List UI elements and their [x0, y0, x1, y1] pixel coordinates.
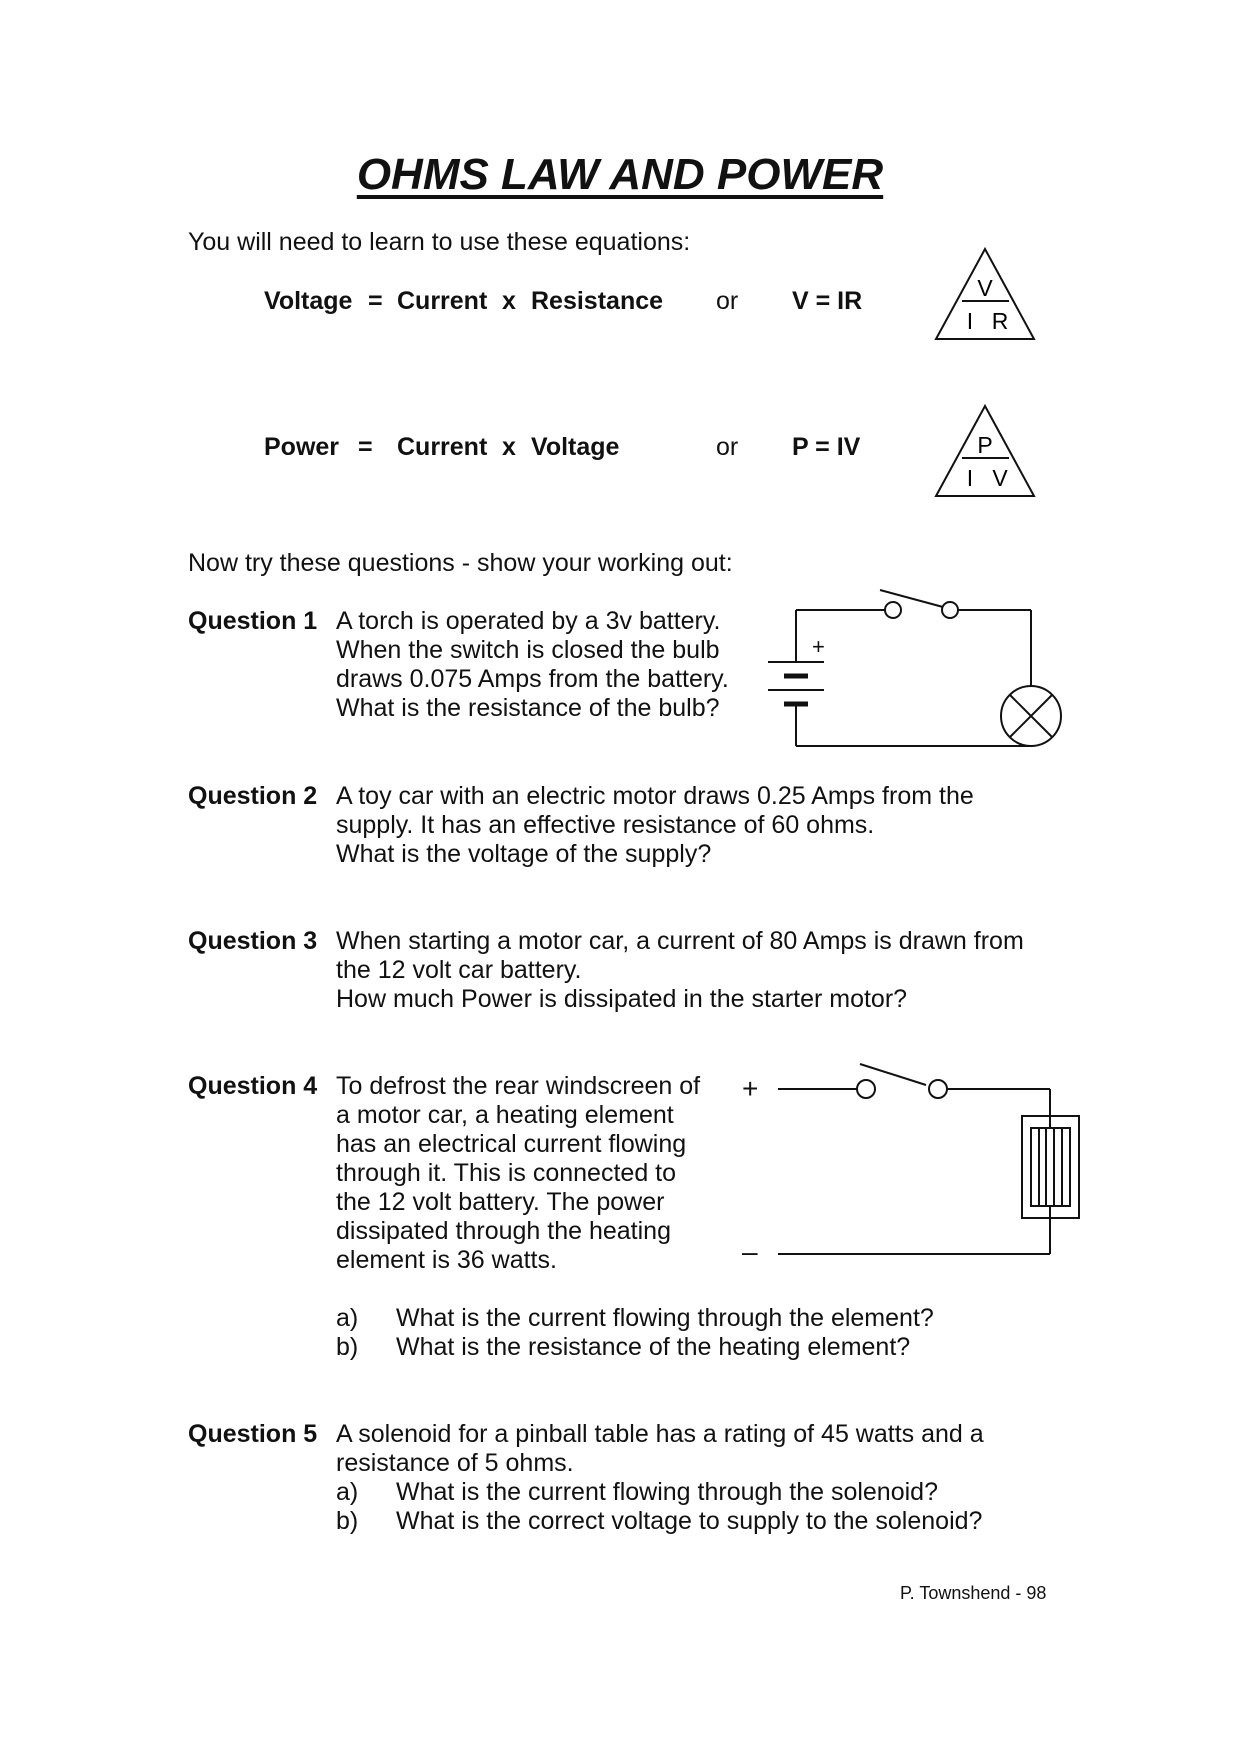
- question-4-line: dissipated through the heating: [336, 1217, 671, 1245]
- negative-terminal-sign: –: [742, 1236, 758, 1267]
- question-3-label: Question 3: [188, 927, 318, 955]
- eq2-current: Current: [397, 433, 488, 461]
- question-5-line: A solenoid for a pinball table has a rating of 45 watts and a: [336, 1420, 984, 1448]
- eq1-resistance: Resistance: [531, 287, 664, 315]
- triangle-top-label: V: [977, 275, 993, 301]
- question-2-label: Question 2: [188, 782, 318, 810]
- question-4-line: To defrost the rear windscreen of: [336, 1072, 701, 1100]
- question-1-label: Question 1: [188, 607, 318, 635]
- question-4-part-mark: b): [336, 1333, 359, 1361]
- question-4-line: the 12 volt battery. The power: [336, 1188, 665, 1216]
- eq1-formula: V = IR: [792, 287, 863, 315]
- question-5-part-text: What is the correct voltage to supply to the solenoid?: [396, 1507, 983, 1535]
- heating-element-inner: [1031, 1128, 1070, 1206]
- eq2-left: Power: [264, 433, 340, 461]
- triangle-left-label: I: [966, 465, 974, 491]
- question-4-line: a motor car, a heating element: [336, 1101, 674, 1129]
- question-3-line: When starting a motor car, a current of 80 Amps is drawn from: [336, 927, 1024, 955]
- question-4-line: has an electrical current flowing: [336, 1130, 687, 1158]
- triangle-right-label: V: [992, 465, 1008, 491]
- question-1-line: A torch is operated by a 3v battery.: [336, 607, 721, 635]
- question-4-line: element is 36 watts.: [336, 1246, 557, 1274]
- eq2-formula: P = IV: [792, 433, 861, 461]
- question-4-part-text: What is the resistance of the heating element?: [396, 1333, 911, 1361]
- question-1-line: When the switch is closed the bulb: [336, 636, 720, 664]
- question-5-line: resistance of 5 ohms.: [336, 1449, 574, 1477]
- question-5-part-mark: b): [336, 1507, 359, 1535]
- question-1-line: What is the resistance of the bulb?: [336, 694, 720, 722]
- question-4-part-text: What is the current flowing through the element?: [396, 1304, 934, 1332]
- prompt-text: Now try these questions - show your working out:: [188, 549, 733, 577]
- triangle-top-label: P: [977, 432, 993, 458]
- question-5-label: Question 5: [188, 1420, 318, 1448]
- question-2-line: A toy car with an electric motor draws 0.25 Amps from the: [336, 782, 974, 810]
- author-footer: P. Townshend - 98: [900, 1583, 1047, 1603]
- switch-terminal: [885, 602, 901, 618]
- triangle-right-label: R: [991, 308, 1009, 334]
- question-4-label: Question 4: [188, 1072, 318, 1100]
- question-3-line: the 12 volt car battery.: [336, 956, 582, 984]
- triangle-left-label: I: [966, 308, 974, 334]
- eq2-voltage: Voltage: [531, 433, 620, 461]
- eq2-times: x: [502, 433, 516, 461]
- positive-terminal-sign: +: [742, 1073, 759, 1104]
- question-4-part-mark: a): [336, 1304, 359, 1332]
- page-title: OHMS LAW AND POWER: [356, 150, 884, 199]
- question-5-part-mark: a): [336, 1478, 359, 1506]
- eq1-current: Current: [397, 287, 488, 315]
- heater-circuit-diagram: [740, 1050, 1090, 1270]
- question-5-part-text: What is the current flowing through the solenoid?: [396, 1478, 938, 1506]
- question-2-line: What is the voltage of the supply?: [336, 840, 712, 868]
- switch-terminal: [857, 1080, 875, 1098]
- question-4-line: through it. This is connected to: [336, 1159, 677, 1187]
- eq2-equals: =: [358, 433, 373, 461]
- torch-circuit-diagram: [760, 580, 1070, 750]
- switch-terminal: [942, 602, 958, 618]
- eq1-equals: =: [368, 287, 383, 315]
- battery-plus-sign: +: [812, 634, 825, 659]
- question-3-line: How much Power is dissipated in the starter motor?: [336, 985, 908, 1013]
- intro-text: You will need to learn to use these equations:: [188, 228, 691, 256]
- eq1-times: x: [502, 287, 516, 315]
- switch-terminal: [929, 1080, 947, 1098]
- eq1-left: Voltage: [264, 287, 353, 315]
- eq1-or: or: [716, 287, 739, 315]
- piv-triangle: [930, 402, 1040, 502]
- vir-triangle: [930, 245, 1040, 345]
- question-2-line: supply. It has an effective resistance of 60 ohms.: [336, 811, 875, 839]
- eq2-or: or: [716, 433, 739, 461]
- question-1-line: draws 0.075 Amps from the battery.: [336, 665, 729, 693]
